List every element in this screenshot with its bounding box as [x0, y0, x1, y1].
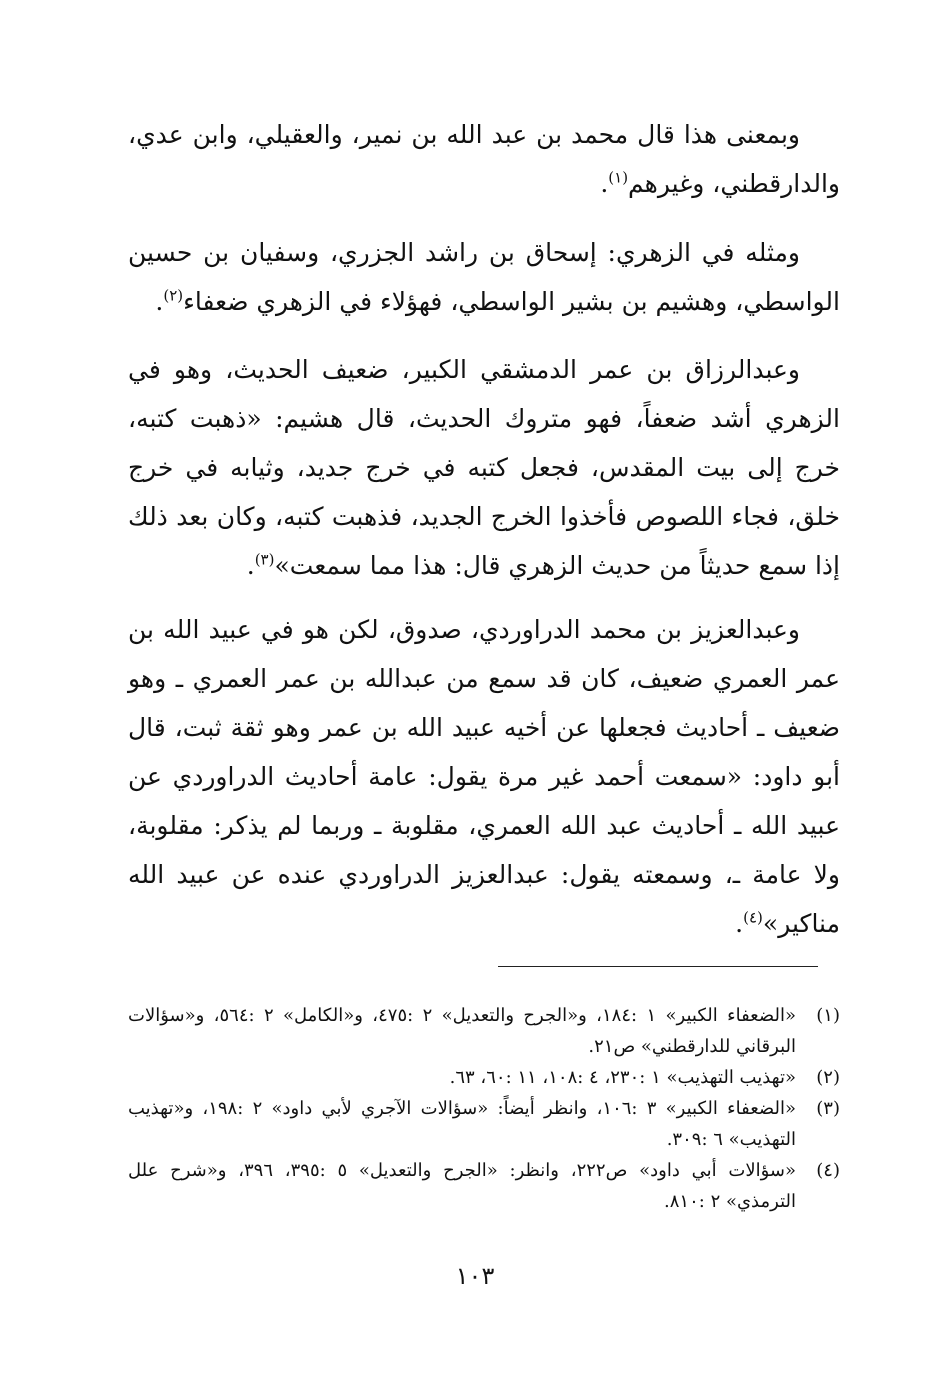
footnote-ref-4: (٤)	[743, 908, 763, 927]
paragraph-4-end: .	[735, 909, 744, 938]
footnote-4	[128, 1155, 840, 1217]
footnote-1	[128, 1000, 840, 1062]
paragraph-1-text: وبمعنى هذا قال محمد بن عبد الله بن نمير، والعقيلي، وابن عدي، والدارقطني، وغيرهم	[128, 120, 840, 198]
paragraph-1-end: .	[600, 169, 609, 198]
footnote-ref-1: (١)	[608, 168, 629, 187]
paragraph-1	[128, 110, 840, 208]
footnote-3-text: «الضعفاء الكبير» ٣ :١٠٦، وانظر أيضاً: «سؤالات الآجري لأبي داود» ٢ :١٩٨، و«تهذيب التهذيب» ٦ :٣٠٩.	[128, 1098, 797, 1150]
footnote-ref-2: (٢)	[163, 286, 184, 305]
paragraph-3	[128, 345, 840, 590]
footnote-3	[128, 1093, 840, 1155]
footnote-2	[128, 1062, 840, 1093]
paragraph-2-text: ومثله في الزهري: إسحاق بن راشد الجزري، وسفيان بن حسين الواسطي، وهشيم بن بشير الواسطي، فهؤلاء في الزهري ضعفاء	[128, 238, 840, 316]
footnote-1-text: «الضعفاء الكبير» ١ :١٨٤، و«الجرح والتعديل» ٢ :٤٧٥، و«الكامل» ٢ :٥٦٤، و«سؤالات البرقاني للدارقطني» ص٢١.	[128, 1005, 796, 1057]
paragraph-2	[128, 228, 840, 326]
footnote-2-text: «تهذيب التهذيب» ١ :٢٣٠، ٤ :١٠٨، ١١ :٦٠، ٦٣.	[449, 1067, 796, 1088]
paragraph-3-text: وعبدالرزاق بن عمر الدمشقي الكبير، ضعيف الحديث، وهو في الزهري أشد ضعفاً، فهو متروك الحديث، قال هشيم: «ذهبت كتبه، خرج إلى بيت المقدس، فجعل كتبه في خرج جديد، وثيابه في خرج خلق، فجاء اللصوص فأخذوا الخرج الجديد، فذهبت كتبه، وكان بعد ذلك إذا سمع حديثاً من حديث الزهري قال: هذا مما سمعت»	[128, 355, 840, 580]
paragraph-2-end: .	[155, 287, 164, 316]
footnotes	[128, 1000, 840, 1217]
footnote-separator	[498, 966, 818, 967]
paragraph-4	[128, 605, 840, 948]
page-number: ١٠٣	[455, 1262, 495, 1290]
footnote-ref-3: (٣)	[254, 550, 275, 569]
paragraph-4-text: وعبدالعزيز بن محمد الدراوردي، صدوق، لكن هو في عبيد الله بن عمر العمري ضعيف، كان قد سمع من عبدالله بن عمر العمري ـ وهو ضعيف ـ أحاديث فجعلها عن أخيه عبيد الله بن عمر وهو ثقة ثبت، قال أبو داود: «سمعت أحمد غير مرة يقول: عامة أحاديث الدراوردي عن عبيد الله ـ أحاديث عبد الله العمري، مقلوبة ـ وربما لم يذكر: مقلوبة، ولا عامة ـ، وسمعته يقول: عبدالعزيز الدراوردي عنده عن عبيد الله مناكير»	[128, 615, 840, 938]
footnote-1-number: (١)	[816, 1005, 840, 1026]
footnote-4-number: (٤)	[816, 1160, 840, 1181]
footnote-3-number: (٣)	[816, 1098, 840, 1119]
footnote-2-number: (٢)	[816, 1067, 840, 1088]
paragraph-3-end: .	[246, 551, 255, 580]
footnote-4-text: «سؤالات أبي داود» ص٢٢٢، وانظر: «الجرح والتعديل» ٥ :٣٩٥، ٣٩٦، و«شرح علل الترمذي» ٢ :٨١٠.	[128, 1160, 796, 1212]
